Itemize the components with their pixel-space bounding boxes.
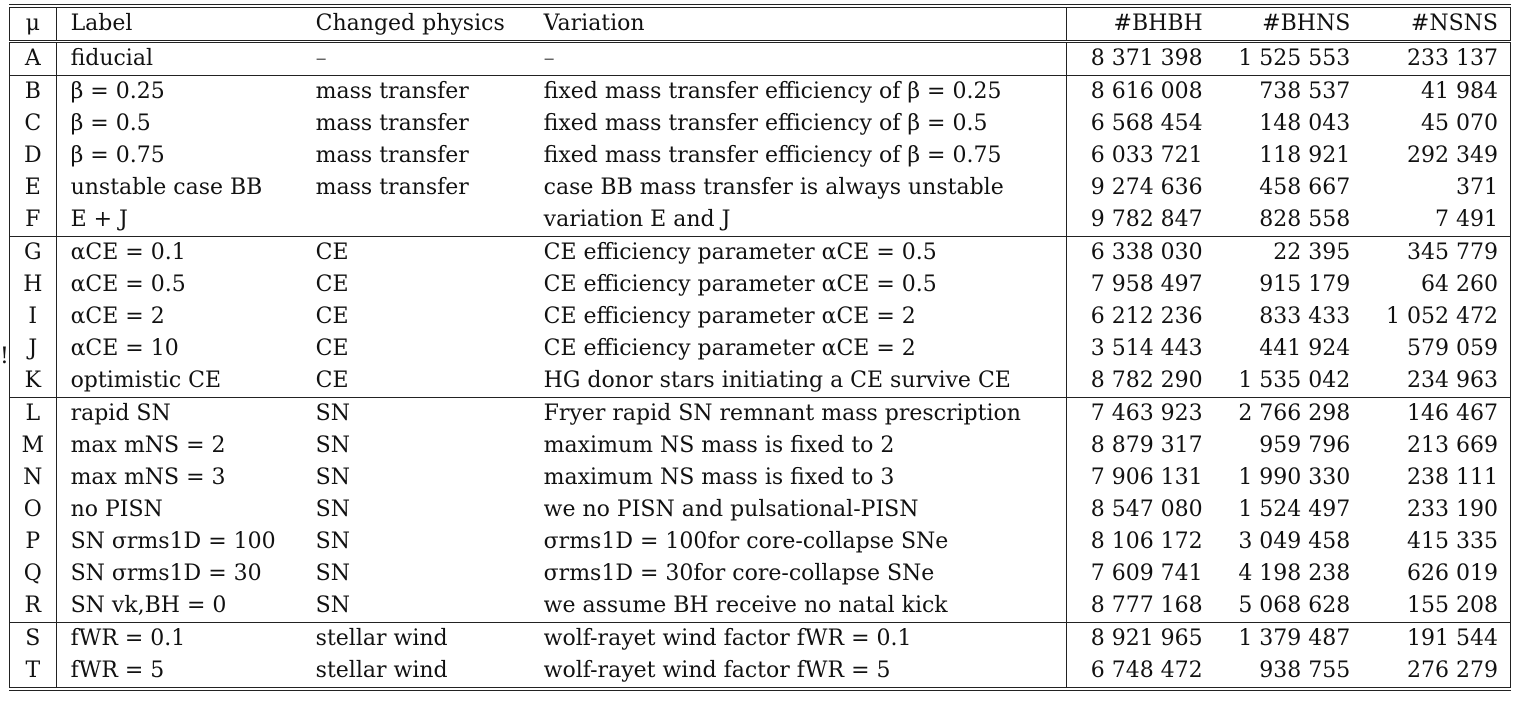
cell-changed-physics: CE [315,368,349,393]
cell-label: αCE = 0.5 [56,269,302,301]
cell-changed-physics: CE [302,237,530,270]
cell-changed-physics: mass transfer [315,175,469,200]
cell-mu: I [10,301,57,333]
cell-bhns: 738 537 [1215,76,1363,109]
cell-label: β = 0.25 [56,76,302,109]
table-row [10,204,1511,237]
cell-mu: E [10,172,57,204]
cell-label: fWR = 5 [56,655,302,689]
cell-nsns: 345 779 [1362,237,1510,270]
cell-mu: O [10,494,57,526]
cell-bhns: 5 068 628 [1238,593,1351,618]
cell-nsns: 233 137 [1362,42,1510,76]
cell-label: β = 0.5 [56,108,302,140]
cell-changed-physics: SN [315,593,350,618]
cell-label: E + J [56,204,302,237]
cell-label: optimistic CE [56,365,302,398]
cell-bhbh: 6 033 721 [1067,140,1215,172]
cell-mu: N [10,462,57,494]
table-row [10,42,1511,76]
cell-bhns: 458 667 [1259,175,1351,200]
cell-changed-physics: stellar wind [302,655,530,689]
table-row [10,365,1511,398]
cell-bhns: 148 043 [1259,111,1351,136]
cell-bhns: 959 796 [1259,433,1351,458]
cell-bhbh: 6 338 030 [1067,237,1215,270]
header-row [10,6,1511,42]
cell-bhns: 1 379 487 [1215,623,1363,656]
cell-bhbh: 7 609 741 [1067,558,1215,590]
cell-variation: Fryer rapid SN remnant mass prescription [530,398,1067,431]
cell-mu: M [10,430,57,462]
cell-variation: we assume BH receive no natal kick [530,590,1067,623]
cell-bhbh: 6 568 454 [1067,108,1215,140]
header-bhbh: #BHBH [1067,6,1215,42]
header-bhns: #BHNS [1262,11,1351,36]
cell-nsns: 45 070 [1362,108,1510,140]
cell-bhbh: 7 463 923 [1067,398,1215,431]
cell-variation: CE efficiency parameter αCE = 0.5 [530,237,1067,270]
cell-variation: fixed mass transfer efficiency of β = 0.5 [530,108,1067,140]
cell-bhns: 4 198 238 [1238,561,1351,586]
cell-label: max mNS = 2 [56,430,302,462]
cell-mu: A [10,42,57,76]
model-variations-table [9,4,1511,691]
cell-bhns: 915 179 [1259,272,1351,297]
cell-variation: wolf-rayet wind factor fWR = 5 [530,655,1067,689]
cell-label: fiducial [56,42,302,76]
cell-bhbh: 6 212 236 [1067,301,1215,333]
cell-changed-physics: mass transfer [315,111,469,136]
cell-label: αCE = 10 [56,333,302,365]
cell-bhns: 833 433 [1259,304,1351,329]
cell-bhns: 3 049 458 [1238,529,1351,554]
cell-nsns: 415 335 [1362,526,1510,558]
cell-mu: Q [10,558,57,590]
cell-mu: K [10,365,57,398]
table-body [10,42,1511,690]
table-row [10,590,1511,623]
cell-mu: F [10,204,57,237]
cell-changed-physics: stellar wind [302,623,530,656]
table-row [10,462,1511,494]
cell-label: SN σrms1D = 30 [56,558,302,590]
table-row [10,398,1511,431]
cell-mu: D [10,140,57,172]
cell-changed-physics: mass transfer [315,143,469,168]
cell-changed-physics: CE [315,336,349,361]
cell-nsns: 234 963 [1362,365,1510,398]
cell-changed-physics: SN [302,398,530,431]
cell-label: max mNS = 3 [56,462,302,494]
cell-nsns: 238 111 [1362,462,1510,494]
cell-nsns: 146 467 [1362,398,1510,431]
header-variation: Variation [530,6,1067,42]
cell-mu: J [10,333,57,365]
cell-nsns: 213 669 [1362,430,1510,462]
cell-changed-physics: SN [315,561,350,586]
cell-variation: fixed mass transfer efficiency of β = 0.75 [530,140,1067,172]
cell-variation: CE efficiency parameter αCE = 2 [530,301,1067,333]
cell-changed-physics [302,204,530,237]
table-row [10,333,1511,365]
cell-variation: fixed mass transfer efficiency of β = 0.25 [530,76,1067,109]
cell-variation: wolf-rayet wind factor fWR = 0.1 [530,623,1067,656]
table-row [10,655,1511,689]
cell-bhbh: 9 274 636 [1067,172,1215,204]
cell-bhbh: 9 782 847 [1067,204,1215,237]
cell-nsns: 41 984 [1362,76,1510,109]
table-header [10,6,1511,42]
cell-label: no PISN [56,494,302,526]
cell-bhns: 1 525 553 [1215,42,1363,76]
cell-bhns: 1 535 042 [1238,368,1351,393]
cell-mu: P [10,526,57,558]
cell-bhbh: 8 547 080 [1067,494,1215,526]
cell-nsns: 579 059 [1362,333,1510,365]
cell-mu: R [10,590,57,623]
cell-bhbh: 8 616 008 [1067,76,1215,109]
table-row [10,108,1511,140]
margin-mark: ! [0,344,9,369]
cell-changed-physics: SN [315,465,350,490]
cell-variation: maximum NS mass is fixed to 2 [530,430,1067,462]
cell-nsns: 191 544 [1362,623,1510,656]
cell-variation: we no PISN and pulsational-PISN [530,494,1067,526]
cell-changed-physics: – [302,42,530,76]
cell-mu: T [10,655,57,689]
cell-label: unstable case BB [56,172,302,204]
cell-changed-physics: SN [315,433,350,458]
cell-bhbh: 8 106 172 [1067,526,1215,558]
table-row [10,526,1511,558]
table-row [10,494,1511,526]
cell-nsns: 276 279 [1362,655,1510,689]
table-row [10,172,1511,204]
cell-mu: G [10,237,57,270]
cell-bhbh: 8 782 290 [1067,365,1215,398]
cell-label: fWR = 0.1 [56,623,302,656]
cell-label: β = 0.75 [56,140,302,172]
cell-nsns: 626 019 [1362,558,1510,590]
cell-bhns: 828 558 [1259,207,1351,232]
cell-bhbh: 8 371 398 [1067,42,1215,76]
table-row [10,301,1511,333]
table-row [10,140,1511,172]
cell-variation: variation E and J [530,204,1067,237]
table-row [10,558,1511,590]
cell-mu: S [10,623,57,656]
table-row [10,76,1511,109]
header-label: Label [56,6,302,42]
cell-label: αCE = 0.1 [56,237,302,270]
cell-mu: H [10,269,57,301]
cell-label: rapid SN [56,398,302,431]
cell-variation: CE efficiency parameter αCE = 2 [530,333,1067,365]
cell-bhbh: 8 879 317 [1067,430,1215,462]
cell-bhbh: 7 906 131 [1067,462,1215,494]
cell-label: αCE = 2 [56,301,302,333]
cell-changed-physics: SN [315,529,350,554]
cell-mu: C [10,108,57,140]
cell-nsns: 1 052 472 [1362,301,1510,333]
cell-changed-physics: SN [315,497,350,522]
cell-bhns: 441 924 [1259,336,1351,361]
header-mu: μ [10,6,57,42]
cell-nsns: 155 208 [1362,590,1510,623]
cell-mu: L [10,398,57,431]
cell-nsns: 292 349 [1362,140,1510,172]
cell-variation: case BB mass transfer is always unstable [530,172,1067,204]
cell-bhns: 1 524 497 [1238,497,1351,522]
table-row [10,623,1511,656]
cell-bhns: 1 990 330 [1238,465,1351,490]
cell-variation: maximum NS mass is fixed to 3 [530,462,1067,494]
cell-changed-physics: mass transfer [302,76,530,109]
cell-label: SN σrms1D = 100 [56,526,302,558]
cell-variation: σrms1D = 30for core-collapse SNe [530,558,1067,590]
header-changed-physics: Changed physics [315,11,505,36]
cell-changed-physics: CE [315,304,349,329]
table-row [10,237,1511,270]
cell-bhns: 938 755 [1215,655,1363,689]
cell-bhns: 118 921 [1259,143,1351,168]
cell-label: SN vk,BH = 0 [56,590,302,623]
cell-bhbh: 6 748 472 [1067,655,1215,689]
header-nsns: #NSNS [1362,6,1510,42]
cell-nsns: 233 190 [1362,494,1510,526]
cell-nsns: 7 491 [1362,204,1510,237]
cell-bhns: 22 395 [1215,237,1363,270]
table-row [10,430,1511,462]
cell-bhbh: 8 921 965 [1067,623,1215,656]
cell-nsns: 371 [1362,172,1510,204]
cell-bhbh: 3 514 443 [1067,333,1215,365]
cell-mu: B [10,76,57,109]
cell-variation: σrms1D = 100for core-collapse SNe [530,526,1067,558]
cell-bhbh: 8 777 168 [1067,590,1215,623]
cell-bhbh: 7 958 497 [1067,269,1215,301]
cell-variation: HG donor stars initiating a CE survive CE [530,365,1067,398]
cell-changed-physics: CE [315,272,349,297]
table-row [10,269,1511,301]
cell-variation: CE efficiency parameter αCE = 0.5 [530,269,1067,301]
cell-variation: – [530,42,1067,76]
cell-nsns: 64 260 [1362,269,1510,301]
cell-bhns: 2 766 298 [1215,398,1363,431]
